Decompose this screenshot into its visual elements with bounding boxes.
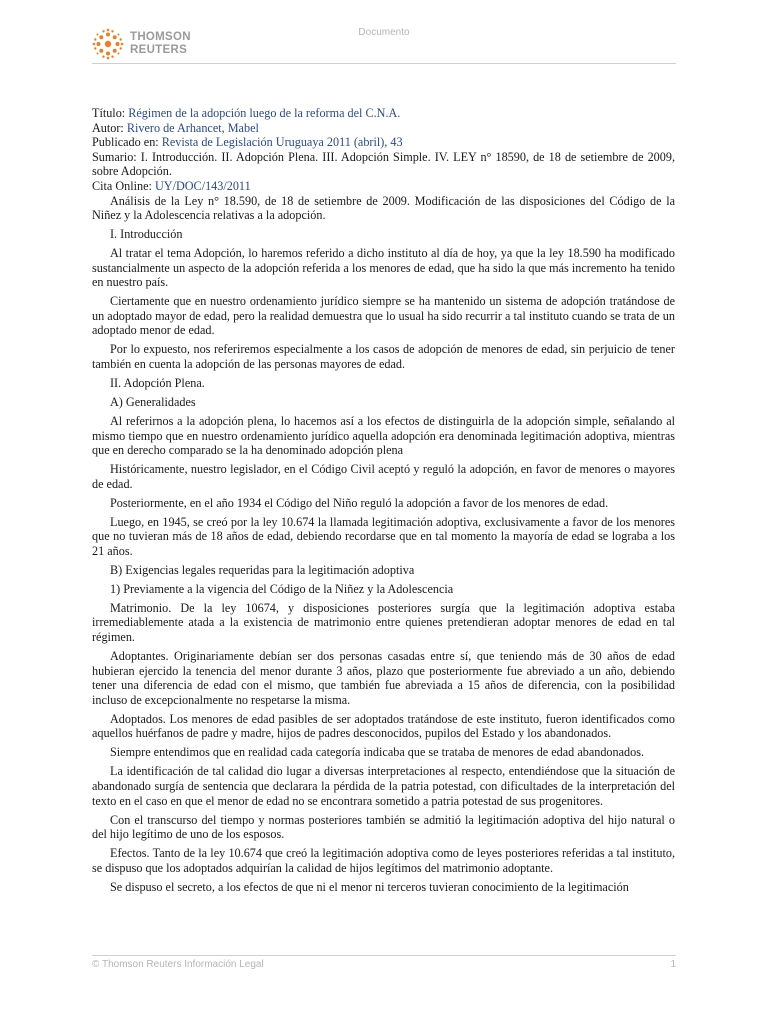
subsection-heading: 1) Previamente a la vigencia del Código de la Niñez y la Adolescencia <box>110 581 454 596</box>
section-heading: II. Adopción Plena. <box>110 376 205 391</box>
author-line <box>92 121 675 136</box>
paragraph: La identificación de tal calidad dio lugar a diversas interpretaciones al respecto, entendiéndose que la situación de abandonado surgía de sentencia que declarara la pérdida de la patria potestad, con dificultades de la interpretación del texto en el caso en que el menor de edad no se encontrara sometido a patria potestad de sus progenitores. <box>92 764 675 808</box>
cite-label: Cita Online: <box>92 178 155 193</box>
published-line <box>92 135 675 150</box>
paragraph: Se dispuso el secreto, a los efectos de que ni el menor ni terceros tuvieran conocimiento de la legitimación <box>110 879 629 894</box>
document-metadata <box>92 106 675 194</box>
header-divider <box>92 63 676 64</box>
author-label: Autor: <box>92 120 127 135</box>
paragraph: Al tratar el tema Adopción, lo haremos referido a dicho instituto al día de hoy, ya que la ley 18.590 ha modificado sustancialmente un aspecto de la adopción referida a los menores de edad, que ha sido la que más incremento ha tenido en nuestro país. <box>92 246 675 290</box>
paragraph: Análisis de la Ley n° 18.590, de 18 de setiembre de 2009. Modificación de las disposiciones del Código de la Niñez y la Adolescencia relativas a la adopción. <box>92 193 675 223</box>
cite-line <box>92 179 675 194</box>
published-value[interactable]: Revista de Legislación Uruguaya 2011 (abril), 43 <box>161 135 403 150</box>
footer-copyright: © Thomson Reuters Información Legal <box>92 959 264 970</box>
paragraph: Adoptados. Los menores de edad pasibles de ser adoptados tratándose de este instituto, fueron identificados como aquellos huérfanos de padre y madre, hijos de padres desconocidos, pupilos del Estado y los abandonados. <box>92 711 675 741</box>
page-number: 1 <box>670 959 676 970</box>
paragraph: Posteriormente, en el año 1934 el Código del Niño reguló la adopción a favor de los menores de edad. <box>110 495 609 510</box>
title-value[interactable]: Régimen de la adopción luego de la reforma del C.N.A. <box>128 106 401 120</box>
section-heading: I. Introducción <box>110 227 183 242</box>
subsection-heading: A) Generalidades <box>110 395 196 410</box>
paragraph: Efectos. Tanto de la ley 10.674 que creó la legitimación adoptiva como de leyes posteriores referidas a tal instituto, se dispuso que los adoptados adquirían la calidad de hijos legítimos del matrimonio adoptante. <box>92 846 675 875</box>
subsection-heading: B) Exigencias legales requeridas para la legitimación adoptiva <box>110 562 415 577</box>
summary-line: Sumario: I. Introducción. II. Adopción Plena. III. Adopción Simple. IV. LEY n° 18590, de 18 de setiembre de 2009, sobre Adopción. <box>92 149 675 179</box>
logo-line-1: THOMSON <box>130 31 191 43</box>
title-line <box>92 106 675 121</box>
published-label: Publicado en: <box>92 135 162 150</box>
paragraph: Al referirnos a la adopción plena, lo hacemos así a los efectos de distinguirla de la adopción simple, señalando al mismo tiempo que en nuestro ordenamiento jurídico aquella adopción era denominada legitimación adoptiva, mientras que en derecho comparado se la ha denominado adopción plena <box>92 414 675 458</box>
paragraph: Siempre entendimos que en realidad cada categoría indicaba que se trataba de menores de edad abandonados. <box>110 745 644 760</box>
paragraph: Por lo expuesto, nos referiremos especialmente a los casos de adopción de menores de edad, sin perjuicio de tener también en cuenta la adopción de las personas mayores de edad. <box>92 342 675 372</box>
document-label: Documento <box>358 27 410 38</box>
footer-divider <box>92 955 676 956</box>
logo-line-2: REUTERS <box>130 44 188 56</box>
title-label: Título: <box>92 106 129 120</box>
cite-value[interactable]: UY/DOC/143/2011 <box>154 178 251 193</box>
paragraph: Ciertamente que en nuestro ordenamiento jurídico siempre se ha mantenido un sistema de adopción tratándose de un adoptado mayor de edad, pero la realidad demuestra que lo usual ha sido recurrir a tal instituto cuando se trata de un adoptado menor de edad. <box>92 294 675 338</box>
body-paragraphs <box>92 194 675 895</box>
author-value[interactable]: Rivero de Arhancet, Mabel <box>126 120 259 135</box>
paragraph: Históricamente, nuestro legislador, en el Código Civil aceptó y reguló la adopción, en favor de menores o mayores de edad. <box>92 462 675 491</box>
paragraph: Matrimonio. De la ley 10674, y disposiciones posteriores surgía que la legitimación adoptiva estaba irremediablemente atada a la existencia de matrimonio entre quienes pretendieran adoptar menores de edad en tal régimen. <box>92 600 675 645</box>
paragraph: Luego, en 1945, se creó por la ley 10.674 la llamada legitimación adoptiva, exclusivamente a favor de los menores que no tuvieran más de 18 años de edad, debiendo recordarse que en tal momento la mayoría de edad se lograba a los 21 años. <box>92 514 675 558</box>
paragraph: Adoptantes. Originariamente debían ser dos personas casadas entre sí, que teniendo más de 30 años de edad hubieran ejercido la tenencia del menor durante 3 años, plazo que posteriormente fue abreviado a un año, debiendo tener una diferencia de edad con el mismo, que también fue abreviada a 15 años de diferencia, con la posibilidad incluso de excepcionalmente no respetarse la misma. <box>92 649 675 707</box>
document-body <box>92 106 675 899</box>
paragraph: Con el transcurso del tiempo y normas posteriores también se admitió la legitimación adoptiva del hijo natural o del hijo legítimo de uno de los esposos. <box>92 812 675 842</box>
